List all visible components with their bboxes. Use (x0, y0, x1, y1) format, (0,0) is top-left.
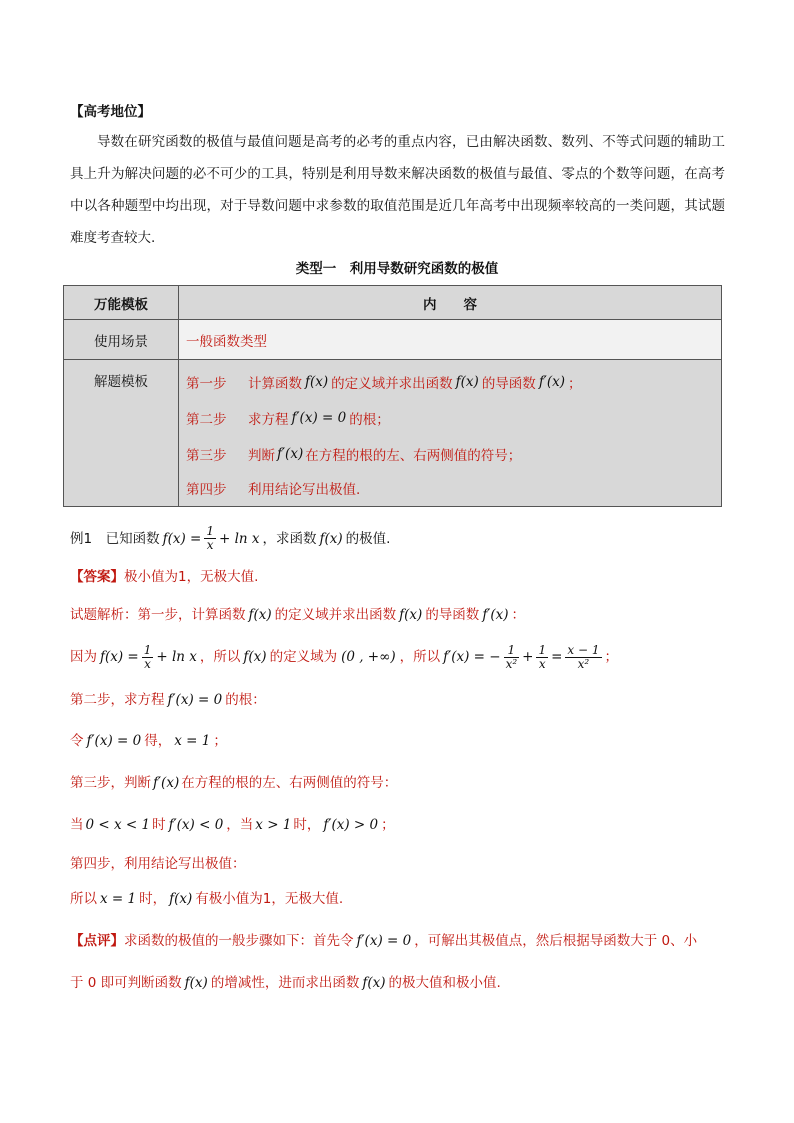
answer (70, 567, 258, 587)
intro-text: 导数在研究函数的极值与最值问题是高考的必考的重点内容，已由解决函数、数列、不等式问题的辅助工具上升为解决问题的必不可少的工具，特别是利用导数来解决函数的极值与最值、零点的个数等问题，在高考中以各种题型中均出现，对于导数问题中求参数的取值范围是近几年高考中出现频率较高的一类问题，其试题难度考查较大. (70, 134, 725, 246)
answer-text: 极小值为1，无极大值. (124, 569, 259, 585)
header-template: 万能模板 (64, 286, 179, 320)
answer-tag: 【答案】 (70, 569, 124, 585)
row-content-scenario (179, 320, 722, 360)
table-row (64, 360, 722, 507)
step-2: 第二步 求方程 f′(x) = 0 的根； (186, 410, 390, 428)
table-header-row (64, 286, 722, 320)
step-1: 第一步 计算函数 f(x) 的定义域并求出函数 f(x) 的导函数 f′(x) ； (186, 374, 582, 392)
step-3: 第三步 判断 f′(x) 在方程的根的左、右两侧值的符号； (186, 446, 522, 464)
row-label-scenario: 使用场景 (64, 320, 179, 360)
solution-line-7: 第四步，利用结论写出极值： (70, 856, 246, 872)
table-row (64, 320, 722, 360)
solution-line-2: 因为 f(x) = $\frac{1}{x}$ + ln x ，所以 f(x) 的定义域为 (0 , +∞) ，所以 f′(x) = − $\frac{1}{\text{x²}}$ + $\frac{1}{x}$ = $\frac{x - 1}{\text{x²}}$ ； (70, 642, 618, 671)
solution-line-4: 令 f′(x) = 0 得， x = 1 ； (70, 733, 227, 749)
comment-line-1: 【点评】求函数的极值的一般步骤如下：首先令 f′(x) = 0 ，可解出其极值点，然后根据导函数大于 0、小 (70, 933, 698, 949)
solution-line-8: 所以 x = 1 时， f(x) 有极小值为1，无极大值. (70, 891, 344, 907)
solution-line-5: 第三步，判断 f′(x) 在方程的根的左、右两侧值的符号： (70, 775, 398, 791)
row-label-template: 解题模板 (64, 360, 179, 507)
intro-paragraph (70, 126, 725, 254)
scenario-text: 一般函数类型 (186, 333, 267, 350)
type-title: 类型一 利用导数研究函数的极值 (295, 261, 499, 277)
comment-line-2: 于 0 即可判断函数 f(x) 的增减性，进而求出函数 f(x) 的极大值和极小值. (70, 975, 501, 991)
header-content: 内 容 (179, 286, 722, 320)
section-title: 【高考地位】 (70, 104, 151, 120)
solution-line-3: 第二步，求方程 f′(x) = 0 的根： (70, 692, 266, 708)
comment-tag: 【点评】 (70, 933, 124, 949)
solution-line-6: 当 0 < x < 1 时 f′(x) < 0 ，当 x > 1 时， f′(x) > 0 ； (70, 817, 395, 833)
fraction-1-over-x: $\frac{1}{x}$ (206, 524, 214, 552)
solution-line-1: 试题解析：第一步，计算函数 f(x) 的定义域并求出函数 f(x) 的导函数 f′(x) ： (70, 607, 526, 623)
row-content-steps (179, 360, 722, 507)
step-4: 第四步 利用结论写出极值. (186, 482, 361, 498)
example-1: 例1 已知函数 f(x) = $\frac{1}{x}$ + ln x ，求函数 f(x) 的极值. (70, 524, 391, 552)
template-table (63, 285, 722, 507)
